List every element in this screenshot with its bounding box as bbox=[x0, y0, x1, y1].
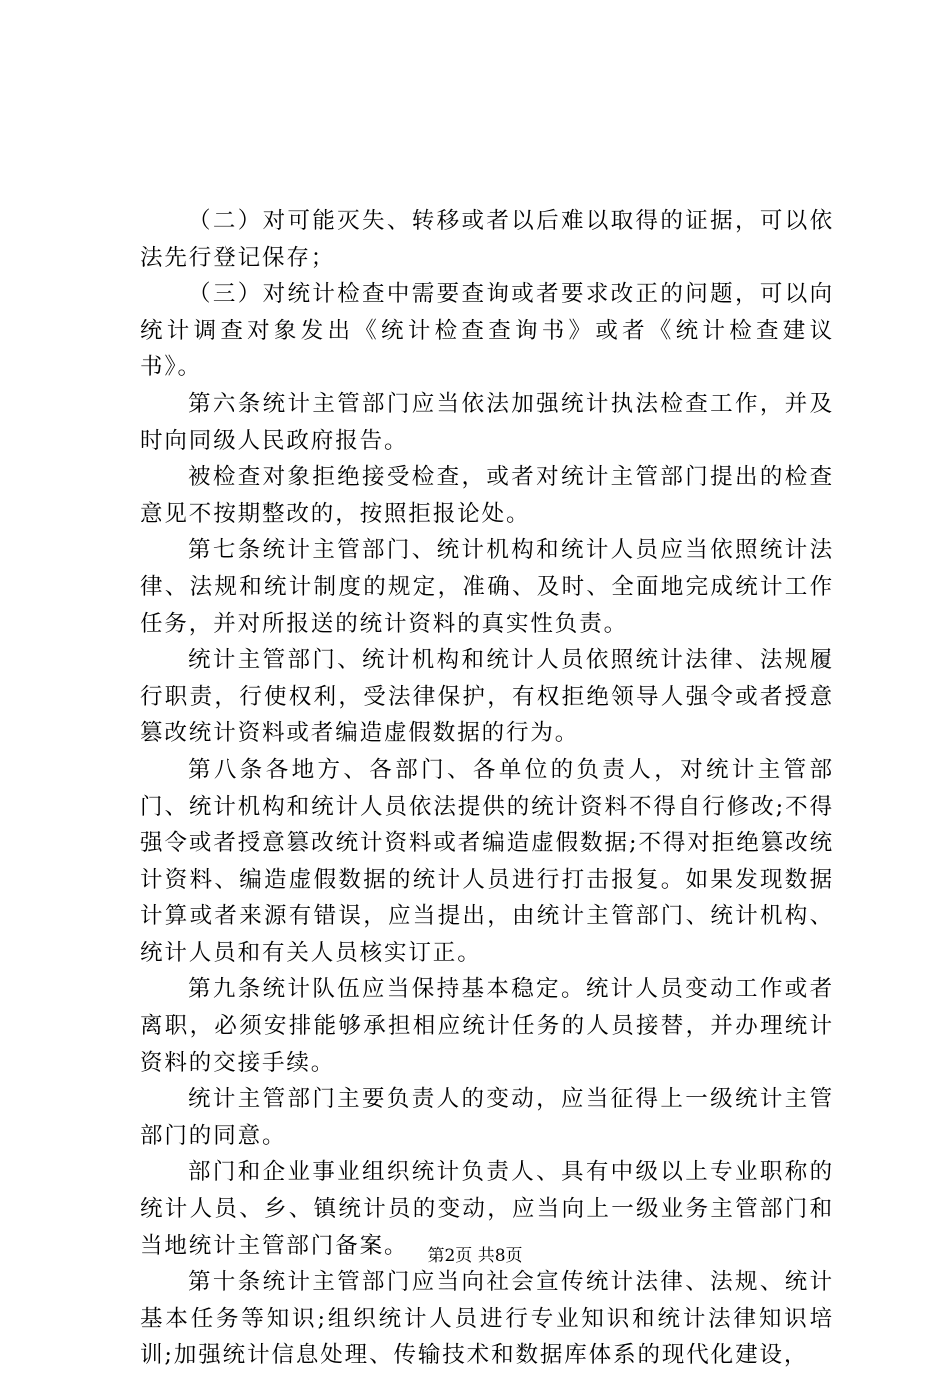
paragraph-article-10: 第十条统计主管部门应当向社会宣传统计法律、法规、统计基本任务等知识;组织统计人员进行专业知识和统计法律知识培训;加强统计信息处理、传输技术和数据库体系的现代化建设， bbox=[140, 1269, 834, 1369]
paragraph-staff-change-filing: 部门和企业事业组织统计负责人、具有中级以上专业职称的统计人员、乡、镇统计员的变动，应当向上一级业务主管部门和当地统计主管部门备案。 bbox=[140, 1159, 834, 1259]
paragraph-refusal-penalty: 被检查对象拒绝接受检查，或者对统计主管部门提出的检查意见不按期整改的，按照拒报论处。 bbox=[140, 464, 834, 527]
paragraph-article-6: 第六条统计主管部门应当依法加强统计执法检查工作，并及时向同级人民政府报告。 bbox=[140, 390, 834, 454]
paragraph-evidence-preservation: （二）对可能灭失、转移或者以后难以取得的证据，可以依法先行登记保存； bbox=[140, 208, 834, 271]
paragraph-head-change: 统计主管部门主要负责人的变动，应当征得上一级统计主管部门的同意。 bbox=[140, 1086, 834, 1149]
paragraph-article-7: 第七条统计主管部门、统计机构和统计人员应当依照统计法律、法规和统计制度的规定，准确、及时、全面地完成统计工作任务，并对所报送的统计资料的真实性负责。 bbox=[140, 537, 834, 637]
paragraph-article-8: 第八条各地方、各部门、各单位的负责人，对统计主管部门、统计机构和统计人员依法提供的统计资料不得自行修改;不得强令或者授意篡改统计资料或者编造虚假数据;不得对拒绝篡改统计资料、编造虚假数据的统计人员进行打击报复。如果发现数据计算或者来源有错误，应当提出，由统计主管部门、统计机构、统计人员和有关人员核实订正。 bbox=[140, 756, 834, 966]
body-text bbox=[140, 203, 834, 1374]
paragraph-article-9: 第九条统计队伍应当保持基本稳定。统计人员变动工作或者离职，必须安排能够承担相应统计任务的人员接替，并办理统计资料的交接手续。 bbox=[140, 976, 834, 1076]
paragraph-inquiry-notice: （三）对统计检查中需要查询或者要求改正的问题，可以向统计调查对象发出《统计检查查询书》或者《统计检查建议书》。 bbox=[140, 281, 834, 381]
page-number-footer: 第2页 共8页 bbox=[427, 1246, 523, 1266]
paragraph-legal-protection: 统计主管部门、统计机构和统计人员依照统计法律、法规履行职责，行使权利，受法律保护，有权拒绝领导人强令或者授意篡改统计资料或者编造虚假数据的行为。 bbox=[140, 647, 834, 747]
